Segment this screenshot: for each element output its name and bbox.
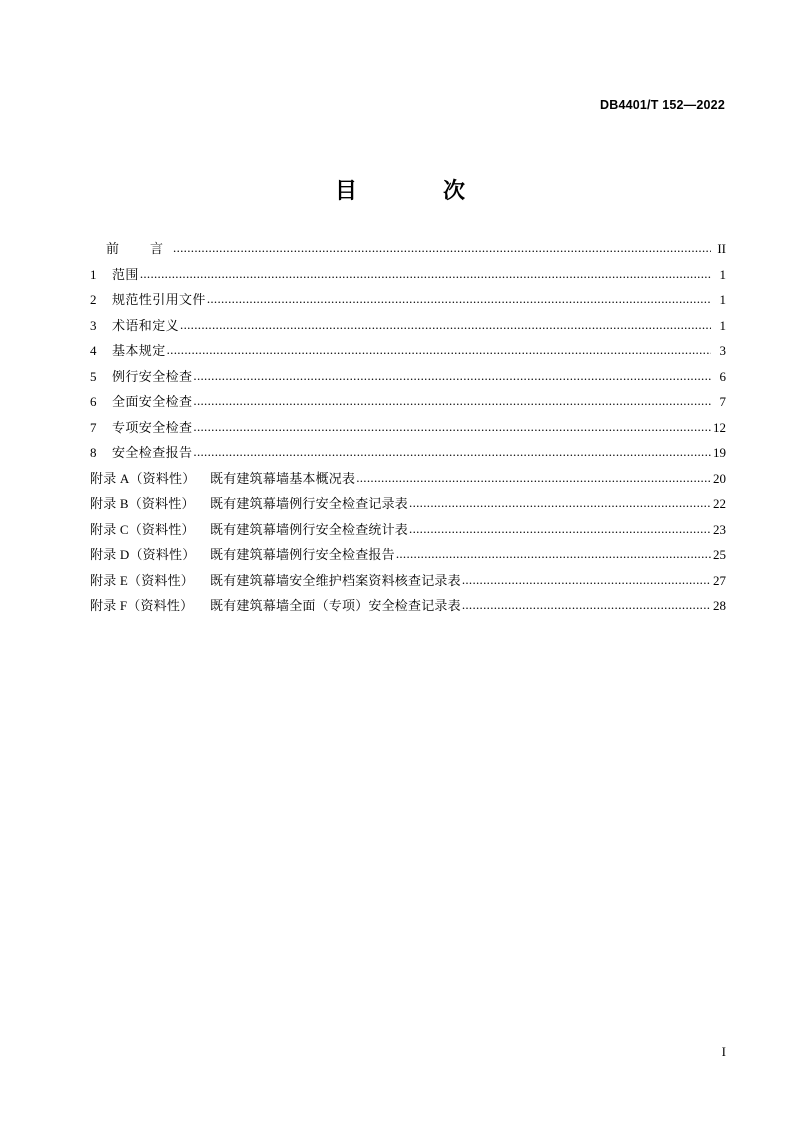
toc-annex-title: 既有建筑幕墙基本概况表 [210,470,356,486]
toc-entry-number: 6 [90,394,97,409]
toc-entry-label: 全面安全检查 [112,394,193,409]
standard-code-header: DB4401/T 152—2022 [599,98,725,112]
toc-annex-title: 既有建筑幕墙例行安全检查统计表 [210,521,409,537]
toc-entry-page: 3 [719,343,726,358]
toc-leader-dots [180,312,711,338]
toc-leader-dots [462,567,711,593]
toc-leader-dots [193,414,711,440]
toc-entry-number: 8 [90,445,97,460]
toc-annex-id: 附录 F（资料性） [90,598,194,613]
table-of-contents [90,236,726,619]
toc-leader-dots [193,388,711,414]
toc-annex-entry[interactable] [90,593,726,619]
toc-entry-page: 6 [719,368,726,384]
toc-annex-entry[interactable] [90,491,726,517]
toc-annex-page: 22 [713,496,726,511]
toc-entry[interactable] [90,262,726,288]
toc-entry[interactable] [90,440,726,466]
toc-entry-label: 安全检查报告 [112,445,193,460]
toc-entry-page: 1 [719,266,726,282]
toc-entry-page: II [717,241,726,256]
toc-entry[interactable] [90,364,726,390]
toc-annex-id: 附录 D（资料性） [90,547,196,562]
toc-entry-page: 1 [719,292,726,307]
toc-entry-label: 前 言 [106,241,173,256]
toc-annex-page: 20 [713,470,726,486]
toc-entry-label: 例行安全检查 [112,368,193,384]
toc-annex-entry[interactable] [90,568,726,594]
toc-annex-id: 附录 C（资料性） [90,521,195,537]
toc-annex-entry[interactable] [90,517,726,543]
toc-annex-page: 23 [713,521,726,537]
toc-entry[interactable] [90,338,726,364]
page-number-footer: I [721,1044,726,1059]
toc-entry[interactable] [90,287,726,313]
toc-entry-number: 3 [90,317,97,333]
toc-annex-title: 既有建筑幕墙全面（专项）安全检查记录表 [210,598,461,613]
toc-annex-title: 既有建筑幕墙安全维护档案资料核查记录表 [210,572,461,588]
toc-leader-dots [140,261,711,287]
toc-leader-dots [356,465,711,491]
toc-entry-page: 19 [713,445,726,460]
toc-entry[interactable] [90,389,726,415]
toc-leader-dots [396,541,711,567]
toc-entry-page: 1 [719,317,726,333]
toc-annex-page: 28 [713,598,726,613]
toc-entry[interactable] [90,313,726,339]
toc-leader-dots [409,516,711,542]
toc-entry-label: 专项安全检查 [112,419,193,435]
toc-leader-dots [207,286,711,312]
toc-annex-entry[interactable] [90,466,726,492]
toc-entry-number: 4 [90,343,97,358]
toc-leader-dots [409,490,711,516]
toc-entry-number: 1 [90,266,97,282]
toc-entry[interactable] [90,415,726,441]
toc-annex-title: 既有建筑幕墙例行安全检查报告 [210,547,395,562]
toc-leader-dots [173,235,711,261]
toc-annex-page: 25 [713,547,726,562]
toc-entry[interactable] [90,236,726,262]
toc-annex-entry[interactable] [90,542,726,568]
toc-leader-dots [462,592,711,618]
toc-entry-label: 规范性引用文件 [112,292,206,307]
toc-annex-page: 27 [713,572,726,588]
toc-leader-dots [167,337,711,363]
toc-annex-title: 既有建筑幕墙例行安全检查记录表 [210,496,409,511]
toc-entry-label: 术语和定义 [112,317,180,333]
page-title: 目 次 [334,178,479,203]
toc-leader-dots [193,363,711,389]
toc-annex-id: 附录 B（资料性） [90,496,195,511]
toc-entry-number: 2 [90,292,97,307]
toc-annex-id: 附录 A（资料性） [90,470,196,486]
toc-entry-label: 范围 [112,266,139,282]
toc-entry-page: 7 [719,394,726,409]
toc-entry-number: 5 [90,368,97,384]
toc-entry-page: 12 [713,419,726,435]
toc-entry-number: 7 [90,419,97,435]
toc-annex-id: 附录 E（资料性） [90,572,194,588]
toc-leader-dots [193,439,711,465]
toc-entry-label: 基本规定 [112,343,166,358]
